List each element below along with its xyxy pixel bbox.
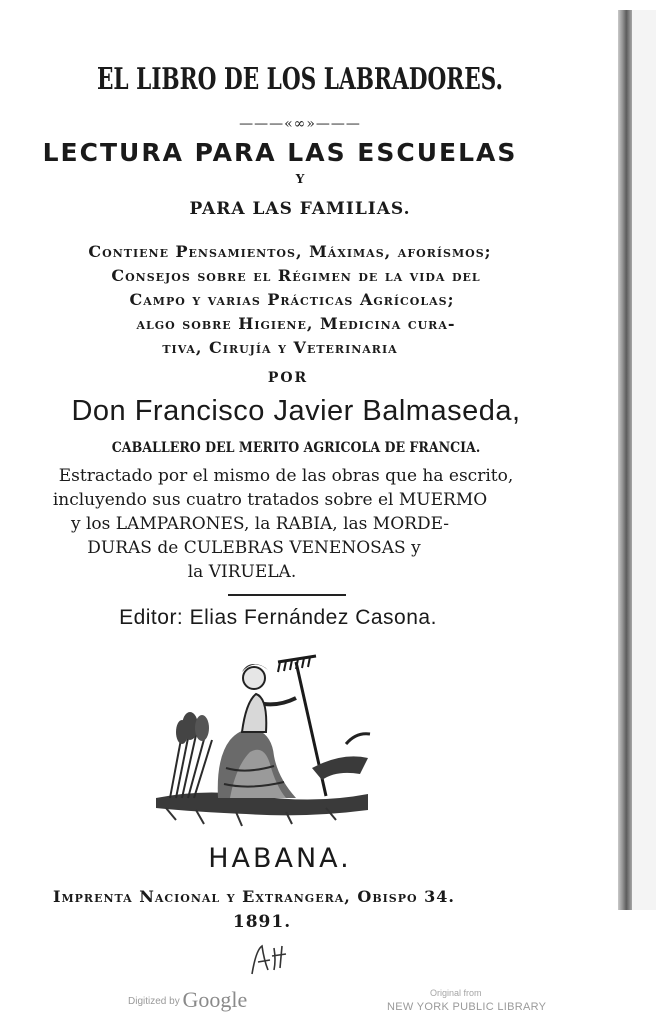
divider-rule <box>228 594 346 596</box>
subtitle: LECTURA PARA LAS ESCUELAS <box>42 138 518 167</box>
contents-line-3: Campo y varias Prácticas Agrícolas; <box>129 290 455 309</box>
page-edge <box>632 10 656 910</box>
contents-line-5: tiva, Cirujía y Veterinaria <box>162 338 398 357</box>
agriculture-goddess-engraving <box>146 648 376 828</box>
contents-line-1: Contiene Pensamientos, Máximas, aforísmos; <box>88 242 492 261</box>
audience-line: PARA LAS FAMILIAS. <box>189 199 411 219</box>
extract-line-5: la VIRUELA. <box>187 562 297 582</box>
author-name: Don Francisco Javier Balmaseda, <box>71 395 521 427</box>
library-name: NEW YORK PUBLIC LIBRARY <box>387 1001 547 1013</box>
digitized-prefix: Digitized by <box>128 996 180 1007</box>
contents-line-2: Consejos sobre el Régimen de la vida del <box>111 266 481 285</box>
extract-line-1: Estractado por el mismo de las obras que ha escrito, <box>58 466 514 486</box>
handwritten-mark <box>246 940 306 980</box>
google-logo-text: Google <box>182 987 248 1012</box>
printer-line: Imprenta Nacional y Extrangera, Obispo 34. <box>53 887 455 906</box>
extract-line-3: y los LAMPARONES, la RABIA, las MORDE- <box>70 514 450 534</box>
digitized-by-google-watermark <box>128 987 247 1013</box>
publication-year: 1891. <box>232 912 292 932</box>
contents-line-4: algo sobre Higiene, Medicina cura- <box>136 314 456 333</box>
by-line: POR <box>267 370 309 386</box>
title-ornament: ———«∞»——— <box>239 116 361 132</box>
original-from-label: Original from <box>430 988 482 998</box>
book-title: EL LIBRO DE LOS LABRADORES. <box>96 62 504 97</box>
editor-line: Editor: Elias Fernández Casona. <box>119 606 437 629</box>
extract-line-4: DURAS de CULEBRAS VENENOSAS y <box>87 538 421 558</box>
conjunction: Y <box>295 172 305 186</box>
author-title: CABALLERO DEL MERITO AGRICOLA DE FRANCIA. <box>111 440 481 456</box>
book-spine-shadow <box>618 10 632 910</box>
city-name: HABANA. <box>208 843 352 874</box>
extract-line-2: incluyendo sus cuatro tratados sobre el MUERMO <box>52 490 488 510</box>
